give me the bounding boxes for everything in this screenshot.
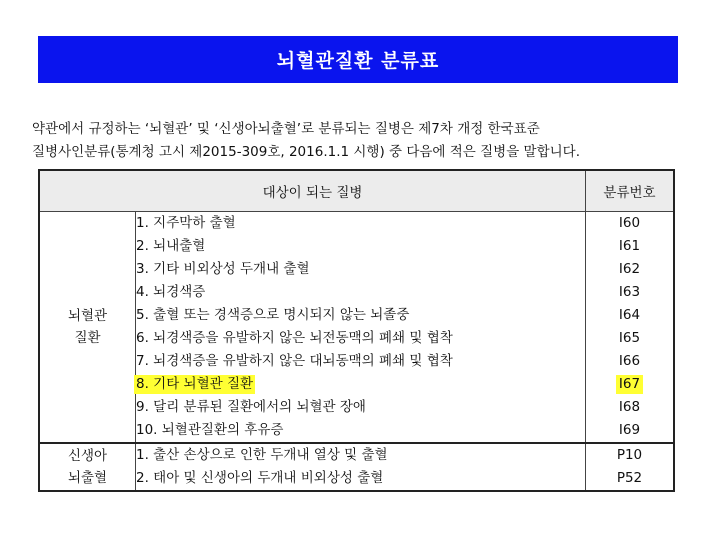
group-row-cerebrovascular	[39, 212, 674, 444]
title-banner	[38, 36, 678, 83]
code-item: I61	[618, 238, 641, 254]
code-item: I66	[618, 353, 641, 369]
group-row-neonatal	[39, 443, 674, 491]
code-item-highlighted: I67	[586, 373, 673, 396]
intro-paragraph	[32, 118, 712, 164]
code-item: P52	[616, 470, 643, 486]
list-item: 9. 달리 분류된 질환에서의 뇌혈관 장애	[136, 399, 366, 415]
code-item: I68	[618, 399, 641, 415]
header-code: 분류번호	[586, 170, 675, 212]
table-header-row	[39, 170, 674, 212]
list-item-highlighted: 8. 기타 뇌혈관 질환	[136, 376, 254, 392]
code-item: I65	[618, 330, 641, 346]
classification-table	[38, 169, 675, 492]
disease-list	[136, 212, 586, 444]
list-item: 7. 뇌경색증을 유발하지 않은 대뇌동맥의 폐쇄 및 협착	[136, 353, 453, 369]
group-name-neonatal: 신생아 뇌출혈	[39, 443, 136, 491]
code-item: I60	[618, 215, 641, 231]
list-item: 2. 뇌내출혈	[136, 238, 206, 254]
code-item: I69	[618, 422, 641, 438]
list-item: 5. 출혈 또는 경색증으로 명시되지 않는 뇌졸중	[136, 307, 410, 323]
list-item: 10. 뇌혈관질환의 후유증	[136, 422, 284, 438]
group-name-cerebrovascular: 뇌혈관 질환	[39, 212, 136, 444]
code-list	[586, 212, 675, 444]
list-item: 6. 뇌경색증을 유발하지 않은 뇌전동맥의 폐쇄 및 협착	[136, 330, 453, 346]
list-item: 1. 지주막하 출혈	[136, 215, 236, 231]
intro-line-2: 질병사인분류(통계청 고시 제2015-309호, 2016.1.1 시행) 중 다음에 적은 질병을 말합니다.	[32, 144, 580, 160]
list-item: 4. 뇌경색증	[136, 284, 206, 300]
list-item: 1. 출산 손상으로 인한 두개내 열상 및 출혈	[136, 447, 388, 463]
code-list	[586, 443, 675, 491]
disease-list	[136, 443, 586, 491]
list-item: 2. 태아 및 신생아의 두개내 비외상성 출혈	[136, 470, 384, 486]
code-item: P10	[616, 447, 643, 463]
page-title: 뇌혈관질환 분류표	[276, 50, 440, 72]
list-item: 3. 기타 비외상성 두개내 출혈	[136, 261, 310, 277]
intro-line-1: 약관에서 규정하는 ‘뇌혈관’ 및 ‘신생아뇌출혈’로 분류되는 질병은 제7차 개정 한국표준	[32, 121, 540, 137]
code-item: I62	[618, 261, 641, 277]
code-item: I64	[618, 307, 641, 323]
code-item: I63	[618, 284, 641, 300]
header-disease: 대상이 되는 질병	[39, 170, 586, 212]
